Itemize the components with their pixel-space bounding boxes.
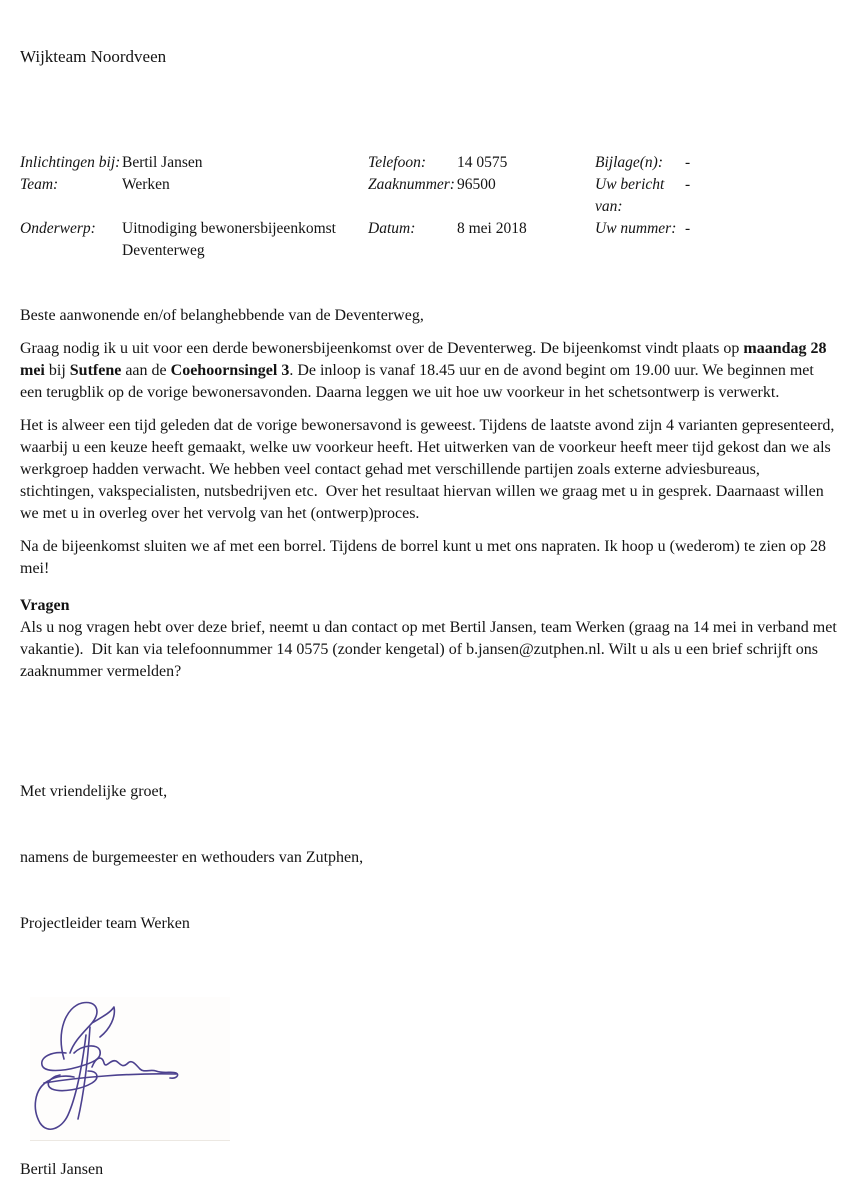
- meta-label-datum: Datum:: [368, 220, 416, 237]
- meta-label-team: Team:: [20, 176, 59, 193]
- paragraph-questions: Als u nog vragen hebt over deze brief, neemt u dan contact op met Bertil Jansen, team Werken (graag na 14 mei in verband met vakantie). Dit kan via telefoonnummer 14 0575 (zonder kengetal) of b.jansen@zutphen.nl. Wilt u als u een brief schrijft ons zaaknummer vermelden?: [20, 619, 841, 680]
- closing-block: [20, 737, 838, 979]
- meta-value-date: 8 mei 2018: [457, 220, 527, 237]
- paragraph-recap: Het is alweer een tijd geleden dat de vorige bewonersavond is geweest. Tijdens de laatste avond zijn 4 varianten gepresenteerd, waarbij u een keuze heeft gemaakt, welke uw voorkeur heeft. Het uitwerken van de voorkeur heeft meer tijd gekost dan we als werkgroep hadden verwacht. We hebben veel contact gehad met verschillende partijen zoals externe adviesbureaus, stichtingen, vakspecialisten, nutsbedrijven etc. Over het resultaat hiervan willen we graag met u in gesprek. Daarnaast willen we met u in overleg over het vervolg van het (ontwerp)proces.: [20, 417, 839, 522]
- handwritten-signature-image: [30, 997, 230, 1141]
- meta-label-bijlagen: Bijlage(n):: [595, 154, 664, 171]
- letter-meta-block: [20, 152, 838, 262]
- meta-value-case-number: 96500: [457, 176, 496, 193]
- meta-value-your-message: -: [685, 176, 691, 193]
- closing-line-role: Projectleider team Werken: [20, 915, 190, 932]
- closing-line-greeting: Met vriendelijke groet,: [20, 783, 168, 800]
- meta-label-telefoon: Telefoon:: [368, 154, 426, 171]
- meta-value-attachments: -: [685, 154, 691, 171]
- paragraph-invitation: Graag nodig ik u uit voor een derde bewonersbijeenkomst over de Deventerweg. De bijeenkomst vindt plaats op maandag 28 mei bij Sutfene aan de Coehoornsingel 3. De inloop is vanaf 18.45 uur en de avond begint om 19.00 uur. We beginnen met een terugblik op de vorige bewonersavonden. Daarna leggen we uit hoe uw voorkeur in het schetsontwerp is verwerkt.: [20, 340, 831, 401]
- meta-value-your-number: -: [685, 220, 691, 237]
- signature-scribble-icon: [30, 997, 230, 1140]
- closing-line-on-behalf: namens de burgemeester en wethouders van Zutphen,: [20, 849, 364, 866]
- meta-label-uw-nummer: Uw nummer:: [595, 220, 677, 237]
- questions-heading: Vragen: [20, 597, 70, 614]
- meta-value-contact-person: Bertil Jansen: [122, 154, 203, 171]
- paragraph-borrel: Na de bijeenkomst sluiten we af met een borrel. Tijdens de borrel kunt u met ons napraten. Ik hoop u (wederom) te zien op 28 mei!: [20, 538, 831, 577]
- meta-value-phone: 14 0575: [457, 154, 508, 171]
- meta-label-onderwerp: Onderwerp:: [20, 220, 96, 237]
- org-title: Wijkteam Noordveen: [20, 47, 167, 66]
- signatory-name: Bertil Jansen: [20, 1161, 104, 1178]
- meta-value-team: Werken: [122, 176, 170, 193]
- meta-label-zaaknummer: Zaaknummer:: [368, 176, 455, 193]
- meta-label-inlichtingen: Inlichtingen bij:: [20, 154, 121, 171]
- meta-label-uw-bericht-van: Uw bericht van:: [595, 176, 665, 215]
- meta-value-subject: Uitnodiging bewonersbijeenkomst Deventerweg: [122, 220, 336, 259]
- salutation: Beste aanwonende en/of belanghebbende van de Deventerweg,: [20, 307, 424, 324]
